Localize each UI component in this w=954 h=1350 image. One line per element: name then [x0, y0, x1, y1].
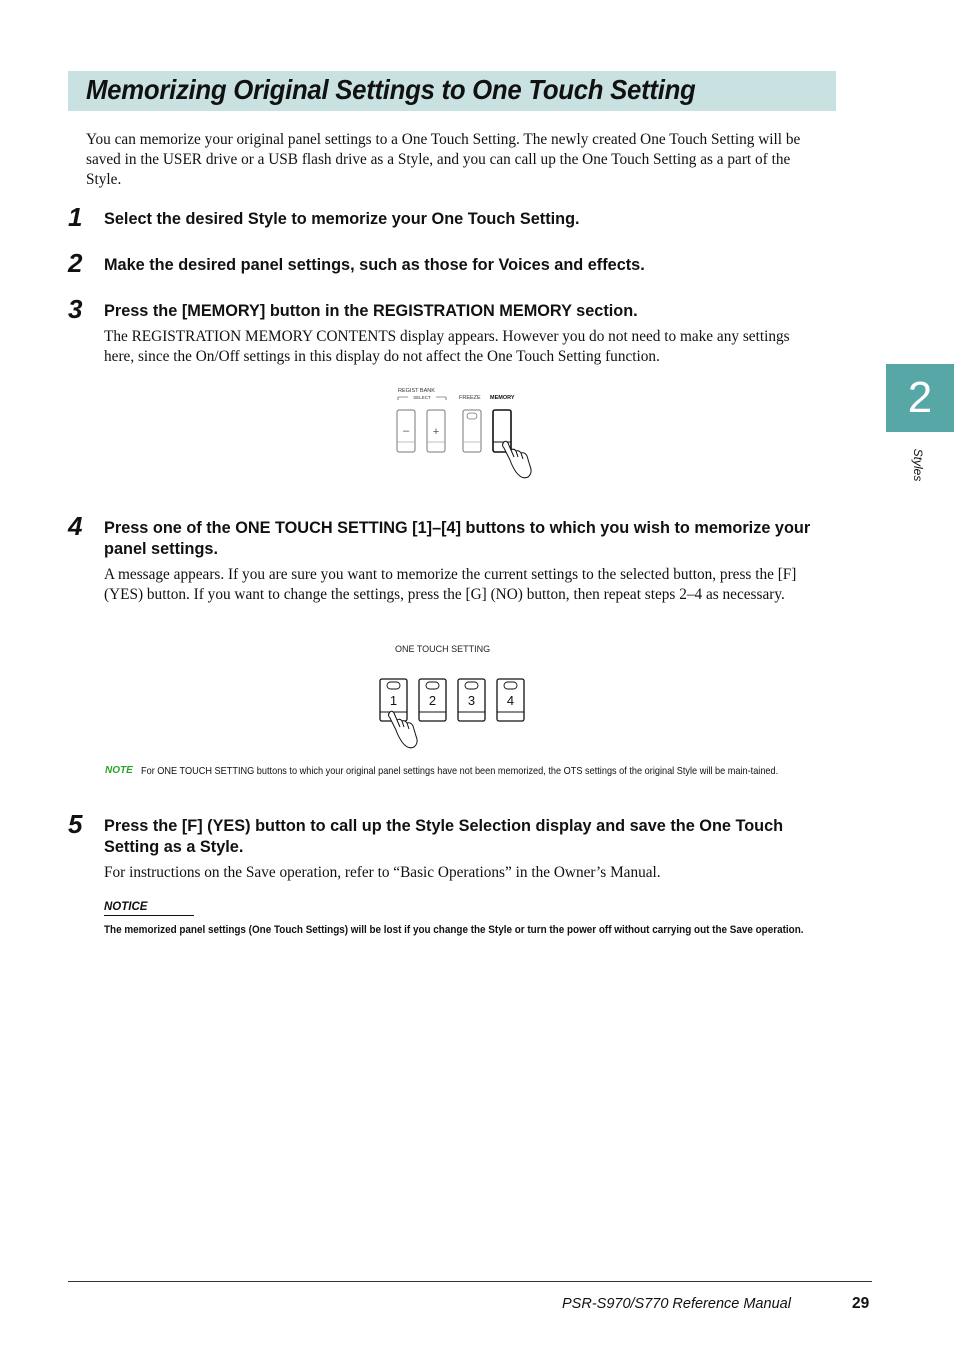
ots-button-label-3: 3 [467, 693, 476, 708]
chapter-label: Styles [911, 448, 925, 482]
ots-button-4 [497, 679, 524, 721]
notice-tag: NOTICE [104, 901, 194, 916]
one-touch-setting-label: ONE TOUCH SETTING [395, 644, 491, 654]
chapter-number: 2 [907, 373, 933, 422]
note-tag: NOTE [105, 765, 133, 776]
ots-button-label-1: 1 [389, 693, 398, 708]
one-touch-setting-panel-illustration [372, 640, 537, 755]
ots-button-label-4: 4 [506, 693, 515, 708]
step-heading-5: Press the [F] (YES) button to call up the Style Selection display and save the One Touch Setting as a Style. [104, 817, 784, 856]
step-heading-1: Select the desired Style to memorize your One Touch Setting. [104, 210, 580, 228]
intro-paragraph: You can memorize your original panel settings to a One Touch Setting. The newly created One Touch Setting will be saved in the USER drive or a USB flash drive as a Style, and you can call up the One Touch Setting as a part of the Style. [86, 131, 801, 188]
select-label: SELECT [413, 395, 431, 400]
notice-text: The memorized panel settings (One Touch Settings) will be lost if you change the Style or turn the power off without carrying out the Save operation. [104, 924, 804, 936]
step-body-3: The REGISTRATION MEMORY CONTENTS display appears. However you do not need to make any settings here, since the On/Off settings in this display do not affect the One Touch Setting function. [104, 328, 790, 365]
step-body-4: A message appears. If you are sure you want to memorize the current settings to the selected button, press the [F] (YES) button. If you want to change the settings, press the [G] (NO) button, then repeat steps 2–4 as necessary. [104, 566, 797, 603]
freeze-label: FREEZE [459, 395, 481, 401]
note-text: For ONE TOUCH SETTING buttons to which your original panel settings have not been memorized, the OTS settings of the original Style will be main-tained. [141, 766, 779, 777]
section-title-bar [68, 71, 836, 111]
minus-symbol: – [402, 425, 410, 437]
footer-manual-title: PSR-S970/S770 Reference Manual [562, 1296, 791, 1312]
registration-memory-panel-illustration [390, 380, 540, 485]
chapter-tab [886, 364, 954, 432]
ots-button-2 [419, 679, 446, 721]
memory-label: MEMORY [490, 395, 515, 401]
regist-bank-label: REGIST BANK [398, 388, 435, 394]
footer-rule [68, 1281, 872, 1282]
step-number-3: 3 [68, 294, 83, 324]
step-number-4: 4 [68, 511, 83, 541]
step-heading-4: Press one of the ONE TOUCH SETTING [1]–[4] buttons to which you wish to memorize your panel settings. [104, 519, 811, 558]
section-title: Memorizing Original Settings to One Touch Setting [86, 74, 696, 105]
plus-symbol: + [432, 426, 440, 438]
step-heading-3: Press the [MEMORY] button in the REGISTRATION MEMORY section. [104, 302, 638, 320]
step-body-5: For instructions on the Save operation, refer to “Basic Operations” in the Owner’s Manual. [104, 864, 661, 881]
ots-button-3 [458, 679, 485, 721]
page-number: 29 [852, 1295, 870, 1312]
step-number-5: 5 [68, 809, 83, 839]
step-number-2: 2 [68, 248, 83, 278]
ots-button-label-2: 2 [428, 693, 437, 708]
step-number-1: 1 [68, 202, 83, 232]
pressing-hand-icon [503, 441, 532, 478]
step-heading-2: Make the desired panel settings, such as those for Voices and effects. [104, 256, 645, 274]
